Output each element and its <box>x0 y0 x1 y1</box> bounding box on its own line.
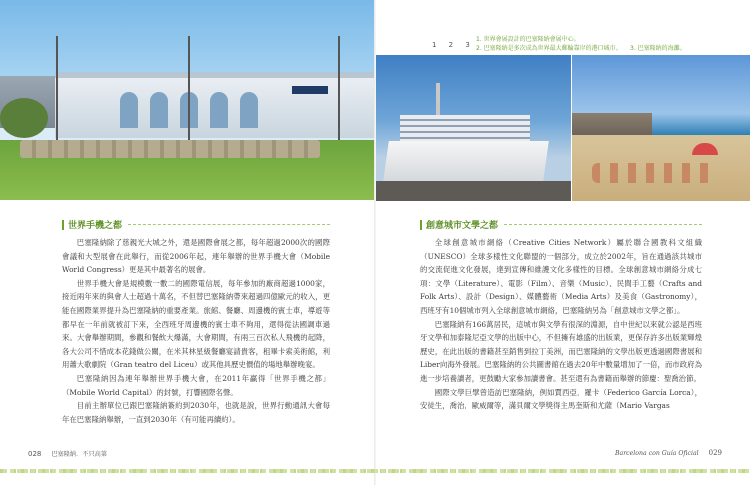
heading-text: 創意城市文學之都 <box>426 221 499 231</box>
paragraph: 世界手機大會是規模數一數二的國際電信展，每年參加的廠商超過1000家，接近兩年來的與會人士超過十萬名，不但替巴塞隆納帶來超過四億歐元的收入，更能在國際業界提升為巴塞隆納的重要產業。旅館、餐廳、周邊機的賓士車，導遊等都早在一年前就被訂下來，全西班牙周邊機的賓士車不夠用，還得從法國調車過來。大會舉辦期間，參觀和餐飲大爆滿，大會期間，有兩三百次私人飛機的起降，各大公司不惜成本花錢做公關，在米其林星級餐廳宴請貴客，租畢卡索美術館，利用蕭大歌劇院（Gran teatro del Liceu）或其他具歷史價值的場地舉辦晚宴。 <box>62 278 330 370</box>
decorative-border <box>0 469 750 473</box>
right-text-column <box>420 218 702 413</box>
paragraph: 巴塞隆納除了慈親光大城之外，還是國際會展之都，每年超過2000次的國際會議和大型展會在此舉行，而從2006年起，連年舉辦的世界手機大會（Mobile World Congress）更是其中最著名的展會。 <box>62 238 330 275</box>
facade-arch <box>120 92 138 128</box>
right-footer <box>615 449 722 457</box>
city-skyline <box>572 113 652 135</box>
paragraph: 巴塞隆納因為連年舉辦世界手機大會，在2011年贏得「世界手機之都」（Mobile World Capital）的封號，打響國際名聲。 <box>62 373 330 397</box>
lamp-pole <box>338 36 340 142</box>
cruise-ship-photo <box>376 55 571 201</box>
heading-bar <box>420 220 422 230</box>
left-footer <box>28 449 107 458</box>
lamp-pole <box>56 36 58 142</box>
heading-rule <box>128 224 330 225</box>
paragraph: 全球創意城市網絡（Creative Cities Network）屬於聯合國教科文組織（UNESCO）全球多樣性文化聯盟的一個部分，成立於2002年，旨在通過該共城市的交流促進文化發展，達到宣傳和維護文化多樣性的目標。全球創意城市網絡分成七項：文學（Literature）、電影（Film）、音樂（Music）、民間手工藝（Crafts and Folk Arts）、設計（Design）、媒體藝術（Media Arts）及美食（Gastronomy），西班牙有10個城市列入全球創意城市網絡，巴塞隆納另為「創意城市文學之都」。 <box>420 238 702 315</box>
ship-hull <box>383 141 549 181</box>
facade-arch <box>210 92 228 128</box>
left-text-column <box>62 218 330 426</box>
page-number: 029 <box>708 449 722 457</box>
section-heading <box>420 218 702 231</box>
mobile-sign <box>292 86 328 94</box>
tree <box>0 98 48 138</box>
stone-bed <box>20 140 320 158</box>
page-number: 028 <box>28 450 42 458</box>
photo-caption: 3. 巴塞隆納的海灘。 <box>630 45 686 52</box>
running-title: Barcelona con Guía Oficial <box>614 450 699 457</box>
photo-caption: 2. 巴塞隆納是多次成為世界最大郵輪靠岸的港口城市。 <box>476 45 622 52</box>
running-title: 巴塞隆納．不只高第 <box>51 451 108 458</box>
dock <box>376 181 571 201</box>
facade-arch <box>150 92 168 128</box>
paragraph: 目前主辦單位已跟巴塞隆納簽約到2030年，也就是說，世界行動通訊大會每年在巴塞隆納舉辦，一直到2030年（有可能再續約）。 <box>62 401 330 424</box>
heading-rule <box>504 224 702 225</box>
heading-text: 世界手機之都 <box>68 221 123 231</box>
facade-arch <box>240 92 258 128</box>
convention-center-photo <box>0 0 374 200</box>
lamp-pole <box>188 36 190 142</box>
beach-photo <box>572 55 750 201</box>
beachgoers <box>592 163 712 183</box>
paragraph: 巴塞隆納有166萬居民，這城市與文學有很深的淵源，自中世紀以來就公認是西班牙文學和加泰隆尼亞文學的出版中心，不但擁有雄盛的出版業，更保存許多出版業輝煌歷史，在此出版的書籍甚至銷售到拉丁美洲，而巴塞隆納的文學出版更透過國際書展和Liber向海外發展。巴塞隆納的公共圖書館在過去20年中數量增加了一倍，而市政府為進一步培養讀者，更鼓勵大家參加讀書會。甚至還有為書籍而舉辦的節慶：聖喬治節。 <box>420 319 702 383</box>
section-heading <box>62 218 330 231</box>
photo-caption: 1. 世界會展設計的巴塞隆納會展中心。 <box>476 36 580 43</box>
paragraph: 國際文學巨擘曾造訪巴塞隆納，例如賈西亞．羅卡（Federico García Lorca），安徒生，喬治．歐威爾等，滿貝爾文學獎得主馬奎斯和尤薩（Mario Vargas <box>420 387 702 411</box>
heading-bar <box>62 220 64 230</box>
photo-index: 1 2 3 <box>432 41 475 49</box>
